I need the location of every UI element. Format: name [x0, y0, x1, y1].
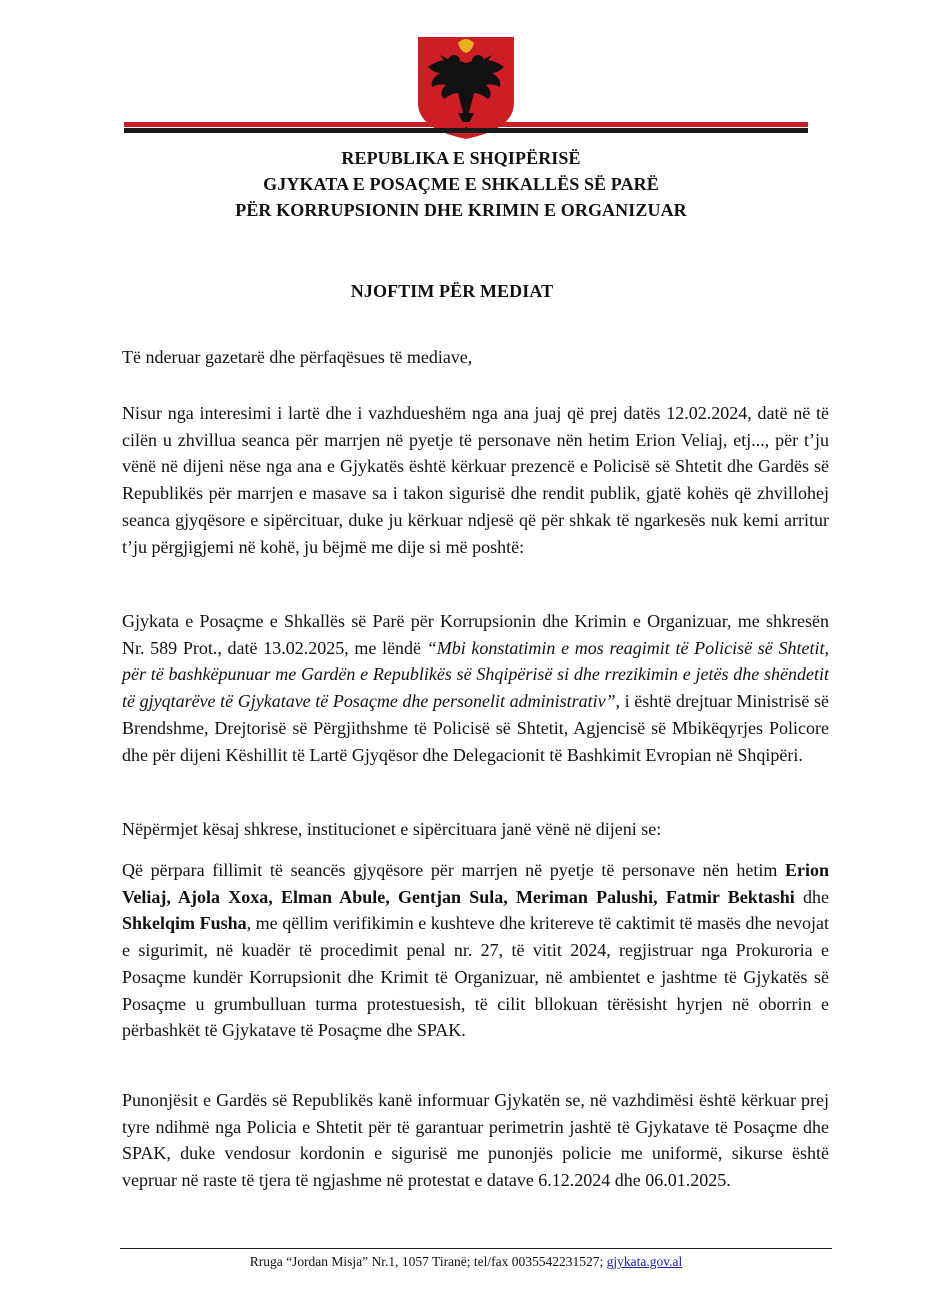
paragraph-hearing-text-2: , me qëllim verifikimin e kushteve dhe kritereve të caktimit të masës dhe nevojat e sigurimit, në kuadër të procedimit penal nr. 27, të vitit 2024, regjistruar nga Prokuroria e Posaçme kundër Korrupsionit dhe Krimit të Organizuar, në ambientet e jashtme të Gjykatës së Posaçme u grumbulluan turma protestuesish, të cilit bllokuan tërësisht hyrjen në oborrin e përbashkët të Gjykatave të Posaçme dhe SPAK. [122, 913, 829, 1041]
paragraph-hearing-and: dhe [794, 886, 829, 907]
paragraph-notice: Nëpërmjet kësaj shkrese, institucionet e sipërcituara janë vënë në dijeni se: [122, 819, 662, 839]
persons-under-investigation: Erion Veliaj, Ajola Xoxa, Elman Abule, Gentjan Sula, Meriman Palushi, Fatmir Bektashi [122, 860, 829, 907]
letterhead-rule [124, 122, 808, 134]
letterhead-rule-black [124, 128, 808, 133]
paragraph-hearing [122, 857, 829, 1044]
footer-address: Rruga “Jordan Misja” Nr.1, 1057 Tiranë; tel/fax 0035542231527; [249, 1254, 607, 1269]
footer-website-link[interactable]: gjykata.gov.al [606, 1254, 683, 1269]
footer-rule [120, 1248, 832, 1249]
paragraph-hearing-text-1: Që përpara fillimit të seancës gjyqësore për marrjen në pyetje të personave nën hetim [122, 860, 785, 880]
paragraph-letter [122, 608, 829, 768]
letterhead-court: GJYKATA E POSAÇME E SHKALLËS SË PARË [263, 174, 659, 194]
document-title: NJOFTIM PËR MEDIAT [350, 281, 554, 301]
letterhead-court-scope: PËR KORRUPSIONIN DHE KRIMIN E ORGANIZUAR [235, 200, 687, 220]
footer [0, 1252, 932, 1272]
greeting: Të nderuar gazetarë dhe përfaqësues të mediave, [122, 347, 473, 367]
paragraph-letter-text-2: i është drejtuar Ministrisë së Brendshme, Drejtorisë së Përgjithshme të Policisë së Shtetit, Agjencisë së Mbikëqyrjes Policore dhe për dijeni Këshillit të Lartë Gjyqësor dhe Delegacionit të Bashkimit Evropian në Shqipëri. [122, 691, 829, 765]
paragraph-guard: Punonjësit e Gardës së Republikës kanë informuar Gjykatën se, në vazhdimësi është kërkuar prej tyre ndihmë nga Policia e Shtetit për të garantuar perimetrin jashtë të Gjykatave të Posaçme dhe SPAK, duke vendosur kordonin e sigurisë me punonjës policie me uniformë, sikurse është vepruar në raste të tjera të ngjashme në protestat e datave 6.12.2024 dhe 06.01.2025. [122, 1090, 829, 1191]
letter-subject: “Mbi konstatimin e mos reagimit të Policisë së Shtetit, për të bashkëpunuar me Gardën e Republikës së Shqipërisë si dhe rrezikimin e jetës dhe shëndetit të gjyqtarëve të Gjykatave të Posaçme dhe personelit administrativ”, [122, 637, 829, 712]
letterhead-republic: REPUBLIKA E SHQIPËRISË [341, 148, 581, 168]
paragraph-letter-text-1: Gjykata e Posaçme e Shkallës së Parë për Korrupsionin dhe Krimin e Organizuar, me shkresën Nr. 589 Prot., datë 13.02.2025, me lëndë [122, 611, 829, 658]
person-under-investigation-last: Shkelqim Fusha [122, 913, 247, 934]
paragraph-intro: Nisur nga interesimi i lartë dhe i vazhdueshëm nga ana juaj që prej datës 12.02.2024, datë në të cilën u zhvillua seanca për marrjen në pyetje të personave nën hetim Erion Veliaj, etj..., për t’ju vënë në dijeni nëse nga ana e Gjykatës është kërkuar prezencë e Policisë së Shtetit dhe Gardës së Republikës për marrjen e masave sa i takon sigurisë dhe rendit publik, gjatë kohës që zhvillohej seanca gjyqësore e sipërcituar, duke ju kërkuar ndjesë që për shkak të ngarkesës nuk kemi arritur t’ju përgjigjemi në kohë, ju bëjmë me dije si më poshtë: [122, 403, 829, 557]
letterhead-rule-red [124, 122, 808, 127]
